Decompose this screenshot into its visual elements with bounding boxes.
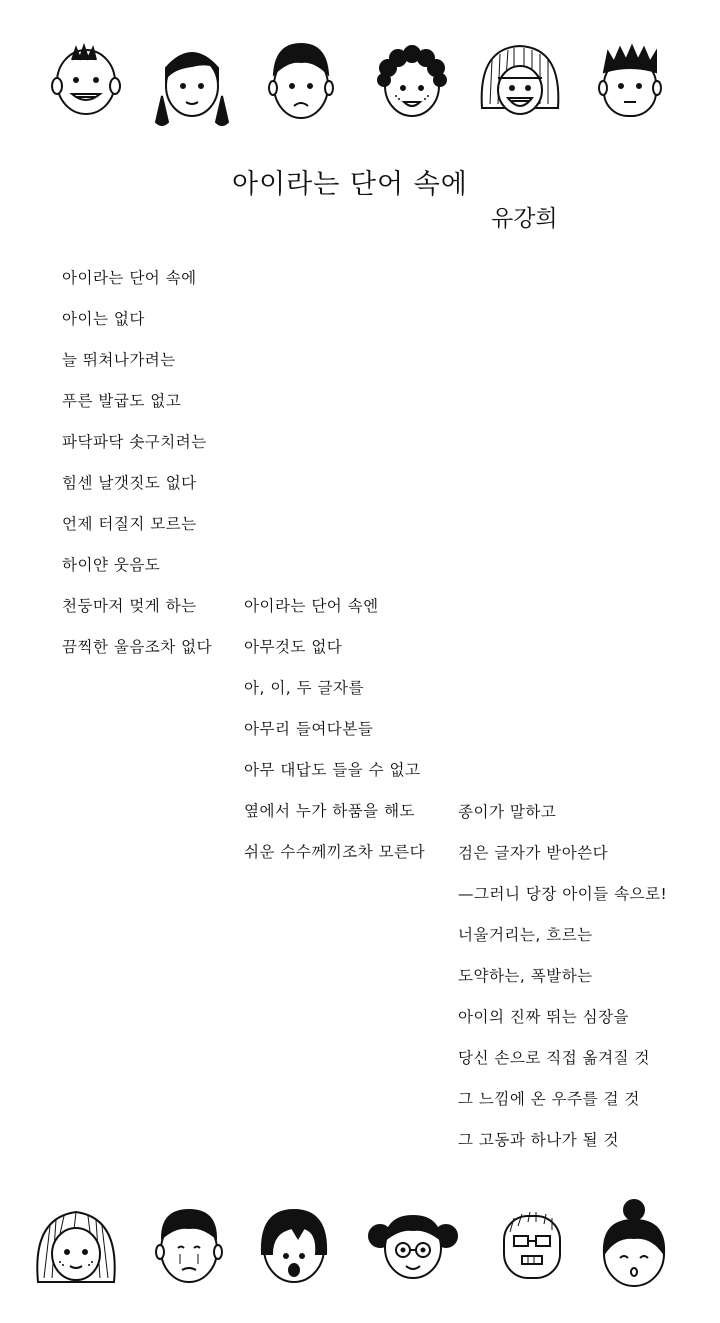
poem-line: 그 느낌에 온 우주를 걸 것 — [458, 1090, 640, 1108]
poem-line: 천둥마저 멎게 하는 — [62, 597, 197, 615]
poem-line: 당신 손으로 직접 옮겨질 것 — [458, 1049, 650, 1067]
child-face-icon — [374, 38, 450, 122]
child-face-icon — [596, 38, 664, 122]
poem-line: 아무것도 없다 — [244, 638, 343, 656]
poem-line: 옆에서 누가 하품을 해도 — [244, 802, 416, 820]
child-face-icon — [48, 38, 124, 120]
child-face-icon — [264, 38, 338, 124]
top-faces-illustration — [0, 38, 720, 148]
poem-line: 아무리 들여다본들 — [244, 720, 374, 738]
poem-column-2 — [244, 586, 425, 873]
child-face-icon — [366, 1198, 460, 1284]
poem-author: 유강희 — [491, 206, 558, 232]
child-face-icon — [496, 1198, 568, 1284]
poem-line: 하이얀 웃음도 — [62, 556, 161, 574]
child-face-icon — [30, 1198, 122, 1290]
poem-line: 언제 터질지 모르는 — [62, 515, 197, 533]
poem-line: 파닥파닥 솟구치려는 — [62, 433, 207, 451]
child-face-icon — [474, 38, 566, 122]
child-face-icon — [152, 38, 232, 130]
poem-line: 아이라는 단어 속에 — [62, 269, 197, 287]
poem-line: 쉬운 수수께끼조차 모른다 — [244, 843, 426, 861]
poem-line: 힘센 날갯짓도 없다 — [62, 474, 197, 492]
poem-line: 아이는 없다 — [62, 310, 145, 328]
poem-column-3 — [458, 792, 667, 1161]
poem-line: 도약하는, 폭발하는 — [458, 967, 593, 985]
poem-line: 종이가 말하고 — [458, 803, 557, 821]
poem-line: 늘 뛰쳐나가려는 — [62, 351, 176, 369]
poem-line: 아, 이, 두 글자를 — [244, 679, 364, 697]
poem-line: 검은 글자가 받아쓴다 — [458, 844, 609, 862]
poem-title: 아이라는 단어 속에 — [232, 169, 468, 200]
child-face-icon — [596, 1198, 672, 1290]
poem-line: 그 고동과 하나가 될 것 — [458, 1131, 619, 1149]
bottom-faces-illustration — [0, 1198, 720, 1308]
child-face-icon — [152, 1198, 226, 1288]
child-face-icon — [254, 1198, 334, 1288]
poem-line: 아이라는 단어 속엔 — [244, 597, 379, 615]
poem-line: 푸른 발굽도 없고 — [62, 392, 182, 410]
poem-line: 끔찍한 울음조차 없다 — [62, 638, 213, 656]
poem-line: 너울거리는, 흐르는 — [458, 926, 593, 944]
poem-line: —그러니 당장 아이들 속으로! — [458, 885, 668, 903]
poem-line: 아무 대답도 들을 수 없고 — [244, 761, 421, 779]
poem-line: 아이의 진짜 뛰는 심장을 — [458, 1008, 630, 1026]
poem-column-1 — [62, 258, 212, 668]
